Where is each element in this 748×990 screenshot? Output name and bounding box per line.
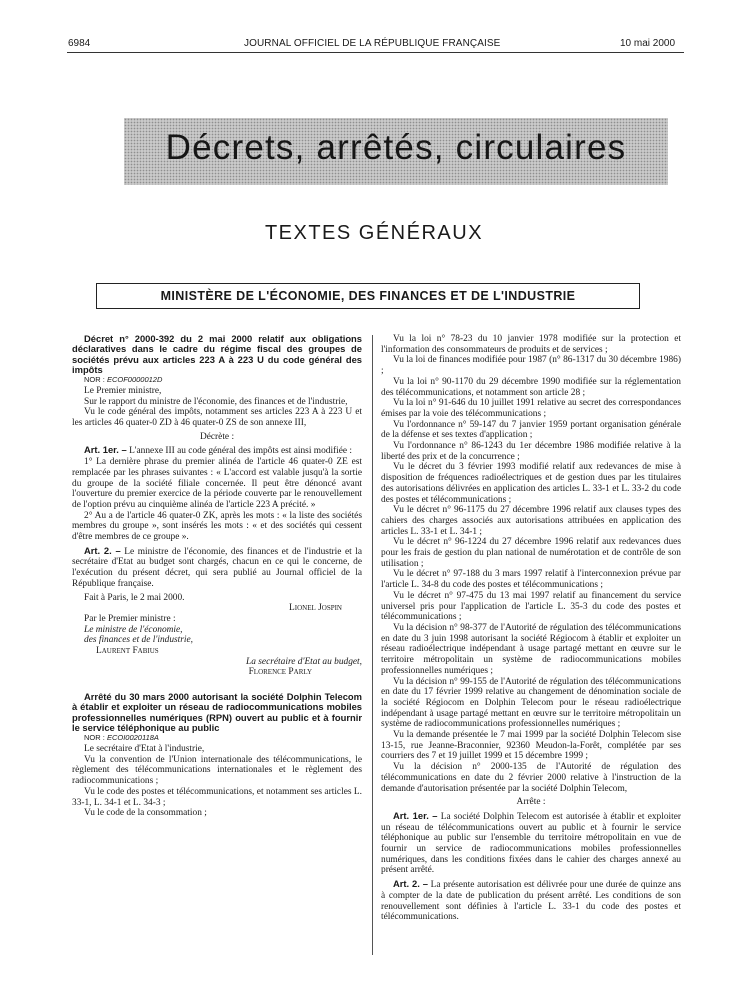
arrete-p1: Le secrétaire d'Etat à l'industrie, — [84, 744, 205, 755]
visa-4: Vu la loi n° 91-646 du 10 juillet 1991 relative au secret des correspondances émises par la voie des télécommunications ; — [381, 398, 681, 419]
nor-label: NOR : — [84, 733, 105, 743]
arrete-p4: Vu le code de la consommation ; — [84, 808, 207, 819]
arrete-nor — [72, 733, 362, 744]
nor-code: ECOF0000012D — [106, 375, 163, 385]
section-title: TEXTES GÉNÉRAUX — [264, 222, 484, 244]
visa-14: Vu la demande présentée le 7 mai 1999 par la société Dolphin Telecom sise 13-15, rue Jeanne-Braconnier, 92360 Meudon-la-Forêt, complétée par ses courriers des 7 et 19 juillet 1999 et 15 décembre 1999 ; — [381, 730, 681, 762]
par-premier-ministre: Par le Premier ministre : — [84, 613, 176, 624]
visa-11: Vu le décret n° 97-475 du 13 mai 1997 relatif au financement du service universel pris pour l'application de l'article L. 35-3 du code des postes et télécommunications ; — [381, 590, 681, 623]
arrete-p3: Vu le code des postes et télécommunications, et notamment ses articles L. 33-1, L. 34-1 et L. 34-3 ; — [72, 786, 362, 808]
visa-9: Vu le décret n° 96-1224 du 27 décembre 1996 relatif aux redevances dues pour les frais de gestion du plan national de numérotation et de contrôle de son utilisation ; — [381, 537, 681, 569]
arrete-p2: Vu la convention de l'Union internationale des télécommunications, le règlement des télécommunications internationales et le règlement des radiocommunications ; — [72, 754, 362, 787]
visa-2: Vu la loi de finances modifiée pour 1987 (n° 86-1317 du 30 décembre 1986) ; — [381, 355, 681, 377]
right-column — [381, 334, 681, 954]
header-divider — [67, 52, 684, 53]
arrete-art2 — [381, 879, 681, 923]
decret-art2 — [72, 546, 362, 590]
visa-8: Vu le décret n° 96-1175 du 27 décembre 1996 relatif aux clauses types des cahiers des charges associés aux autorisations attribuées en application des articles L. 33-1 et L. 34-1 ; — [381, 505, 681, 537]
banner-title: Décrets, arrêtés, circulaires — [165, 128, 627, 167]
visa-5: Vu l'ordonnance n° 59-147 du 7 janvier 1959 portant organisation générale de la défense et ses textes d'application ; — [381, 419, 681, 441]
visa-7: Vu le décret du 3 février 1993 modifié relatif aux redevances de mise à disposition de fréquences radioélectriques et de gestion dues par les titulaires des autorisations délivrées en application des articles L. 33-1 et L. 33-2 du code des postes et télécommunications ; — [381, 462, 681, 505]
minister-name: Laurent Fabius — [96, 646, 159, 657]
arrete-art1-text: La société Dolphin Telecom est autorisée à établir et exploiter un réseau de télécommunications ouvert au public et à fournir le service téléphonique au public sur l'ensemble du territoire métropolitain en vue de fournir un service de radiocommunications mobiles professionnelles numériques, dans les conditions fixées dans le cahier des charges annexé au présent arrêté. — [381, 811, 681, 876]
section-banner — [124, 118, 668, 185]
signature-pm: Lionel Jospin — [289, 603, 342, 614]
publication-date: 10 mai 2000 — [620, 38, 676, 49]
column-divider — [372, 335, 373, 955]
decret-art1 — [72, 445, 362, 457]
art1-text: L'annexe III au code général des impôts est ainsi modifiée : — [129, 446, 353, 457]
minister-title-1: Le ministre de l'économie, — [84, 624, 183, 635]
secretary-name: Florence Parly — [248, 667, 312, 678]
decret-decrete: Décrète : — [199, 431, 235, 442]
visa-10: Vu le décret n° 97-188 du 3 mars 1997 relatif à l'interconnexion prévue par l'article L. 34-8 du code des postes et télécommunications ; — [381, 569, 681, 591]
decret-p2: Sur le rapport du ministre de l'économie, des finances et de l'industrie, — [84, 396, 348, 407]
ministry-box — [96, 283, 640, 309]
visa-15: Vu la décision n° 2000-135 de l'Autorité de régulation des télécommunications en date du 2 février 2000 relative à l'instruction de la demande d'autorisation présentée par la société Dolphin Telecom, — [381, 762, 681, 794]
arrete-title: Arrêté du 30 mars 2000 autorisant la société Dolphin Telecom à établir et exploiter un réseau de radiocommunications mobiles professionnelles numériques (RPN) ouvert au public et à fournir le service téléphonique au public — [72, 691, 362, 734]
decret-nor — [72, 375, 362, 386]
decret-p3: Vu le code général des impôts, notamment ses articles 223 A à 223 U et les articles 46 quater-0 ZD à 46 quater-0 ZS de son annexe III, — [72, 407, 362, 428]
arrete-art2-label: Art. 2. – — [393, 878, 428, 890]
journal-title: JOURNAL OFFICIEL DE LA RÉPUBLIQUE FRANÇAISE — [244, 38, 501, 49]
decret-art1-p1: 1° La dernière phrase du premier alinéa de l'article 46 quater-0 ZE est remplacée par les phrases suivantes : « L'accord est valable jusqu'à la sortie du groupe de la société filiale concernée. Il peut être dénoncé avant l'ouverture du premier exercice de la période couverte par le renouvellement de l'option prévu au cinquième alinéa de l'article 223 A précité. » — [72, 457, 362, 510]
nor-code: ECOI0020118A — [106, 733, 159, 743]
left-column — [72, 334, 362, 954]
visa-6: Vu l'ordonnance n° 86-1243 du 1er décembre 1986 modifiée relative à la liberté des prix et de la concurrence ; — [381, 441, 681, 462]
arrete-word: Arrête : — [516, 797, 546, 808]
arrete-art2-text: La présente autorisation est délivrée pour une durée de quinze ans à compter de la date de publication du présent arrêté. Les conditions de son renouvellement sont définies à l'article L. 33-1 du code des postes et télécommunications. — [381, 880, 681, 923]
visa-3: Vu la loi n° 90-1170 du 29 décembre 1990 modifiée sur la réglementation des télécommunications, et notamment son article 28 ; — [381, 376, 681, 398]
secretary-title: La secrétaire d'Etat au budget, — [246, 656, 362, 667]
decret-fait: Fait à Paris, le 2 mai 2000. — [84, 592, 185, 603]
ministry-name: MINISTÈRE DE L'ÉCONOMIE, DES FINANCES ET DE L'INDUSTRIE — [160, 289, 576, 303]
arrete-art1 — [381, 811, 681, 876]
visa-1: Vu la loi n° 78-23 du 10 janvier 1978 modifiée sur la protection et l'information des consommateurs de produits et de services ; — [381, 334, 681, 355]
decret-p1: Le Premier ministre, — [84, 385, 162, 396]
arrete-art1-label: Art. 1er. – — [393, 809, 438, 821]
minister-title-2: des finances et de l'industrie, — [84, 635, 194, 646]
decret-title: Décret n° 2000-392 du 2 mai 2000 relatif aux obligations déclaratives dans le cadre du régime fiscal des groupes de sociétés prévu aux articles 223 A à 223 U du code général des impôts — [72, 334, 362, 375]
visa-12: Vu la décision n° 98-377 de l'Autorité de régulation des télécommunications en date du 3 juin 1998 autorisant la société Régiocom à établir et exploiter un réseau radioélectrique indépendant à usage partagé mettant en œuvre sur le territoire métropolitain un système de radiocommunications mobiles professionnelles numériques ; — [381, 622, 681, 676]
page-number: 6984 — [68, 38, 91, 49]
visa-13: Vu la décision n° 99-155 de l'Autorité de régulation des télécommunications en date du 17 février 1999 relative au changement de dénomination sociale de la société Régiocom en Dolphin Telecom pour le réseau radioélectrique indépendant à usage partagé mettant en œuvre sur le territoire métropolitain un système de radiocommunications professionnelles numériques ; — [381, 676, 681, 730]
nor-label: NOR : — [84, 375, 105, 385]
art2-label: Art. 2. – — [84, 544, 121, 556]
decret-art1-p2: 2° Au a de l'article 46 quater-0 ZK, après les mots : « la liste des sociétés membres du groupe », sont insérés les mots : « et des sociétés qui cessent d'être membres de ce groupe ». — [72, 510, 362, 543]
art1-label: Art. 1er. – — [84, 444, 127, 456]
art2-text: Le ministre de l'économie, des finances et de l'industrie et la secrétaire d'Etat au budget sont chargés, chacun en ce qui le concerne, de l'exécution du présent décret, qui sera publié au Journal officiel de la République française. — [72, 546, 362, 589]
